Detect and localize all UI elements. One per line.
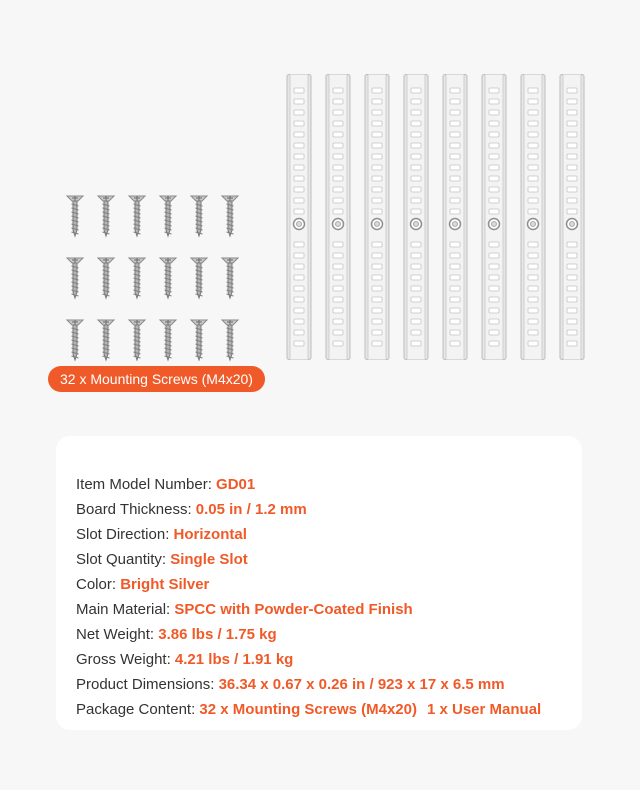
spec-list	[76, 472, 541, 722]
shelf-standard-rail-icon	[286, 74, 312, 360]
mounting-screw-icon	[127, 316, 147, 362]
spec-value: Bright Silver	[120, 576, 210, 593]
mounting-screw-icon	[158, 316, 178, 362]
spec-row-model-number	[76, 472, 541, 497]
spec-row-package-content	[76, 697, 541, 722]
spec-value: 0.05 in / 1.2 mm	[195, 501, 307, 518]
screws-quantity-badge	[48, 366, 265, 392]
spec-row-slot-quantity	[76, 547, 541, 572]
spec-value: GD01	[216, 476, 256, 493]
mounting-screw-icon	[189, 254, 209, 300]
mounting-screw-icon	[96, 254, 116, 300]
spec-value: Single Slot	[170, 551, 248, 568]
shelf-rails-group	[282, 74, 594, 362]
mounting-screw-icon	[127, 254, 147, 300]
mounting-screw-icon	[158, 254, 178, 300]
mounting-screw-icon	[189, 192, 209, 238]
mounting-screw-icon	[220, 316, 240, 362]
spec-row-net-weight	[76, 622, 541, 647]
shelf-standard-rail-icon	[364, 74, 390, 360]
spec-value-extra: 1 x User Manual	[426, 701, 542, 718]
mounting-screw-icon	[96, 316, 116, 362]
spec-label: Slot Quantity:	[76, 551, 171, 568]
spec-label: Main Material:	[76, 601, 175, 618]
shelf-standard-rail-icon	[403, 74, 429, 360]
spec-row-product-dimensions	[76, 672, 541, 697]
spec-row-color	[76, 572, 541, 597]
mounting-screw-icon	[127, 192, 147, 238]
spec-row-main-material	[76, 597, 541, 622]
shelf-standard-rail-icon	[325, 74, 351, 360]
spec-value: 3.86 lbs / 1.75 kg	[158, 626, 277, 643]
mounting-screw-icon	[189, 316, 209, 362]
mounting-screw-icon	[220, 254, 240, 300]
mounting-screw-icon	[158, 192, 178, 238]
shelf-standard-rail-icon	[442, 74, 468, 360]
mounting-screws-group	[60, 192, 252, 362]
spec-label: Slot Direction:	[76, 526, 174, 543]
spec-label: Color:	[76, 576, 121, 593]
spec-value: 4.21 lbs / 1.91 kg	[174, 651, 294, 668]
screws-quantity-label: 32 x Mounting Screws (M4x20)	[60, 371, 253, 387]
mounting-screw-icon	[96, 192, 116, 238]
spec-label: Gross Weight:	[76, 651, 175, 668]
spec-label: Item Model Number:	[76, 476, 217, 493]
mounting-screw-icon	[65, 254, 85, 300]
spec-row-gross-weight	[76, 647, 541, 672]
spec-label: Product Dimensions:	[76, 676, 219, 693]
spec-row-board-thickness	[76, 497, 541, 522]
shelf-standard-rail-icon	[520, 74, 546, 360]
spec-card	[56, 436, 582, 730]
shelf-standard-rail-icon	[559, 74, 585, 360]
mounting-screw-icon	[220, 192, 240, 238]
spec-label: Package Content:	[76, 701, 200, 718]
mounting-screw-icon	[65, 192, 85, 238]
spec-value: 32 x Mounting Screws (M4x20)	[199, 701, 417, 718]
spec-label: Net Weight:	[76, 626, 159, 643]
spec-row-slot-direction	[76, 522, 541, 547]
spec-value: Horizontal	[173, 526, 247, 543]
spec-label: Board Thickness:	[76, 501, 196, 518]
shelf-standard-rail-icon	[481, 74, 507, 360]
spec-value: 36.34 x 0.67 x 0.26 in / 923 x 17 x 6.5 mm	[218, 676, 505, 693]
mounting-screw-icon	[65, 316, 85, 362]
spec-value: SPCC with Powder-Coated Finish	[174, 601, 413, 618]
